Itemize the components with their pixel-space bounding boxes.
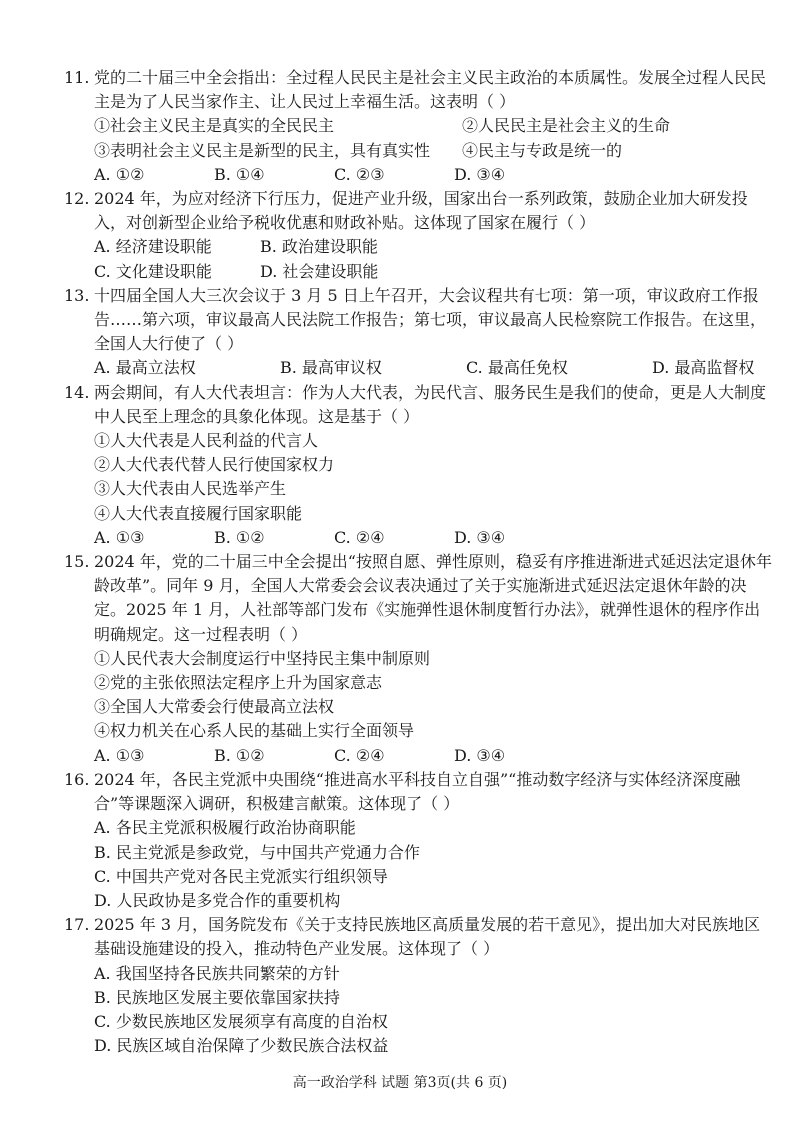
option-a: A. 各民主党派积极履行政治协商职能: [94, 818, 356, 838]
statement-4: ④人大代表直接履行国家职能: [94, 503, 303, 523]
option-c: C. ②④: [334, 527, 385, 547]
statement-3: ③人大代表由人民选举产生: [94, 479, 287, 499]
statement-2: ②党的主张依照法定程序上升为国家意志: [94, 673, 383, 693]
statement-4: ④权力机关在心系人民的基础上实行全面领导: [94, 721, 415, 741]
question-list: [64, 66, 774, 1058]
statement-2: ②人大代表代替人民行使国家权力: [94, 455, 335, 475]
option-a: A. ①③: [94, 527, 145, 547]
option-row: [94, 356, 774, 380]
question-stem: 2024 年，党的二十届三中全会提出“按照自愿、弹性原则，稳妥有序推进渐进式延迟法定退休年龄改革”。同年 9 月，全国人大常委会会议表决通过了关于实施渐进式延迟法定退休年龄的决定。2025 年 1 月，人社部等部门发布《实施弹性退休制度暂行办法》，就弹性退休的程序作出明确规定。这一过程表明（ ）: [94, 552, 772, 644]
question-17: [64, 913, 774, 1058]
statement-1: ①人大代表是人民利益的代言人: [94, 431, 319, 451]
statement-1: ①社会主义民主是真实的全民民主: [94, 116, 335, 136]
option-a: A. ①③: [94, 745, 145, 765]
option-row: [94, 260, 774, 284]
option-c: C. ②③: [334, 164, 385, 184]
option-a: A. ①②: [94, 164, 145, 184]
question-stem: 2025 年 3 月，国务院发布《关于支持民族地区高质量发展的若干意见》，提出加大对民族地区基础设施建设的投入，推动特色产业发展。这体现了（ ）: [94, 915, 761, 959]
option-a: A. 最高立法权: [94, 358, 196, 378]
option-row: [94, 744, 774, 768]
option-row: [94, 235, 774, 259]
option-row: [94, 163, 774, 187]
question-14: [64, 381, 774, 550]
option-b: B. 最高审议权: [280, 358, 382, 378]
option-b: B. 民族地区发展主要依靠国家扶持: [94, 987, 340, 1007]
statement-3: ③全国人大常委会行使最高立法权: [94, 697, 335, 717]
question-13: [64, 284, 774, 381]
question-number: 16.: [64, 769, 90, 789]
question-stem: 党的二十届三中全会指出：全过程人民民主是社会主义民主政治的本质属性。发展全过程人民民主是为了人民当家作主、让人民过上幸福生活。这表明（ ）: [94, 68, 767, 112]
question-stem: 十四届全国人大三次会议于 3 月 5 日上午召开，大会议程共有七项：第一项，审议政府工作报告……第六项，审议最高人民法院工作报告；第七项，审议最高人民检察院工作报告。在这里，全国人大行使了（ ）: [94, 285, 767, 354]
question-12: [64, 187, 774, 284]
question-number: 13.: [64, 285, 90, 305]
option-d: D. ③④: [454, 745, 506, 765]
question-15: [64, 550, 774, 768]
question-number: 17.: [64, 915, 90, 935]
option-b: B. ①②: [214, 745, 265, 765]
statement-4: ④民主与专政是统一的: [462, 140, 623, 160]
question-number: 12.: [64, 189, 90, 209]
option-c: C. 中国共产党对各民主党派实行组织领导: [94, 866, 388, 886]
statement-2: ②人民民主是社会主义的生命: [462, 116, 671, 136]
question-number: 11.: [64, 68, 90, 87]
option-c: C. 最高任免权: [466, 358, 568, 378]
page-footer: 高一政治学科 试题 第3页(共 6 页): [292, 1075, 508, 1091]
statement-1: ①人民代表大会制度运行中坚持民主集中制原则: [94, 648, 431, 668]
question-stem: 2024 年，为应对经济下行压力，促进产业升级，国家出台一系列政策，鼓励企业加大研发投入，对创新型企业给予税收优惠和财政补贴。这体现了国家在履行（ ）: [94, 189, 748, 233]
statement-3: ③表明社会主义民主是新型的民主，具有真实性: [94, 140, 431, 160]
question-number: 15.: [64, 552, 90, 572]
option-a: A. 我国坚持各民族共同繁荣的方针: [94, 963, 340, 983]
question-stem: 2024 年，各民主党派中央围绕“推进高水平科技自立自强”“推动数字经济与实体经济深度融合”等课题深入调研，积极建言献策。这体现了（ ）: [94, 769, 741, 814]
question-number: 14.: [64, 382, 90, 402]
statement-row: [94, 139, 774, 163]
question-stem: 两会期间，有人大代表坦言：作为人大代表，为民代言、服务民生是我们的使命，更是人大制度中人民至上理念的具象化体现。这是基于（ ）: [94, 382, 767, 426]
option-d: D. 人民政协是多党合作的重要机构: [94, 890, 341, 910]
option-c: C. 文化建设职能: [94, 261, 212, 281]
option-b: B. 政治建设职能: [260, 237, 378, 257]
option-d: D. ③④: [454, 164, 506, 184]
statement-row: [94, 114, 774, 138]
option-a: A. 经济建设职能: [94, 237, 212, 257]
question-11: [64, 66, 774, 187]
option-d: D. 最高监督权: [652, 358, 755, 378]
option-c: C. 少数民族地区发展须享有高度的自治权: [94, 1011, 388, 1031]
option-c: C. ②④: [334, 745, 385, 765]
question-16: [64, 768, 774, 913]
option-b: B. ①④: [214, 164, 265, 184]
option-d: D. ③④: [454, 527, 506, 547]
option-d: D. 民族区域自治保障了少数民族合法权益: [94, 1036, 389, 1056]
option-row: [94, 526, 774, 550]
option-b: B. ①②: [214, 527, 265, 547]
option-b: B. 民主党派是参政党，与中国共产党通力合作: [94, 842, 420, 862]
option-d: D. 社会建设职能: [260, 261, 379, 281]
